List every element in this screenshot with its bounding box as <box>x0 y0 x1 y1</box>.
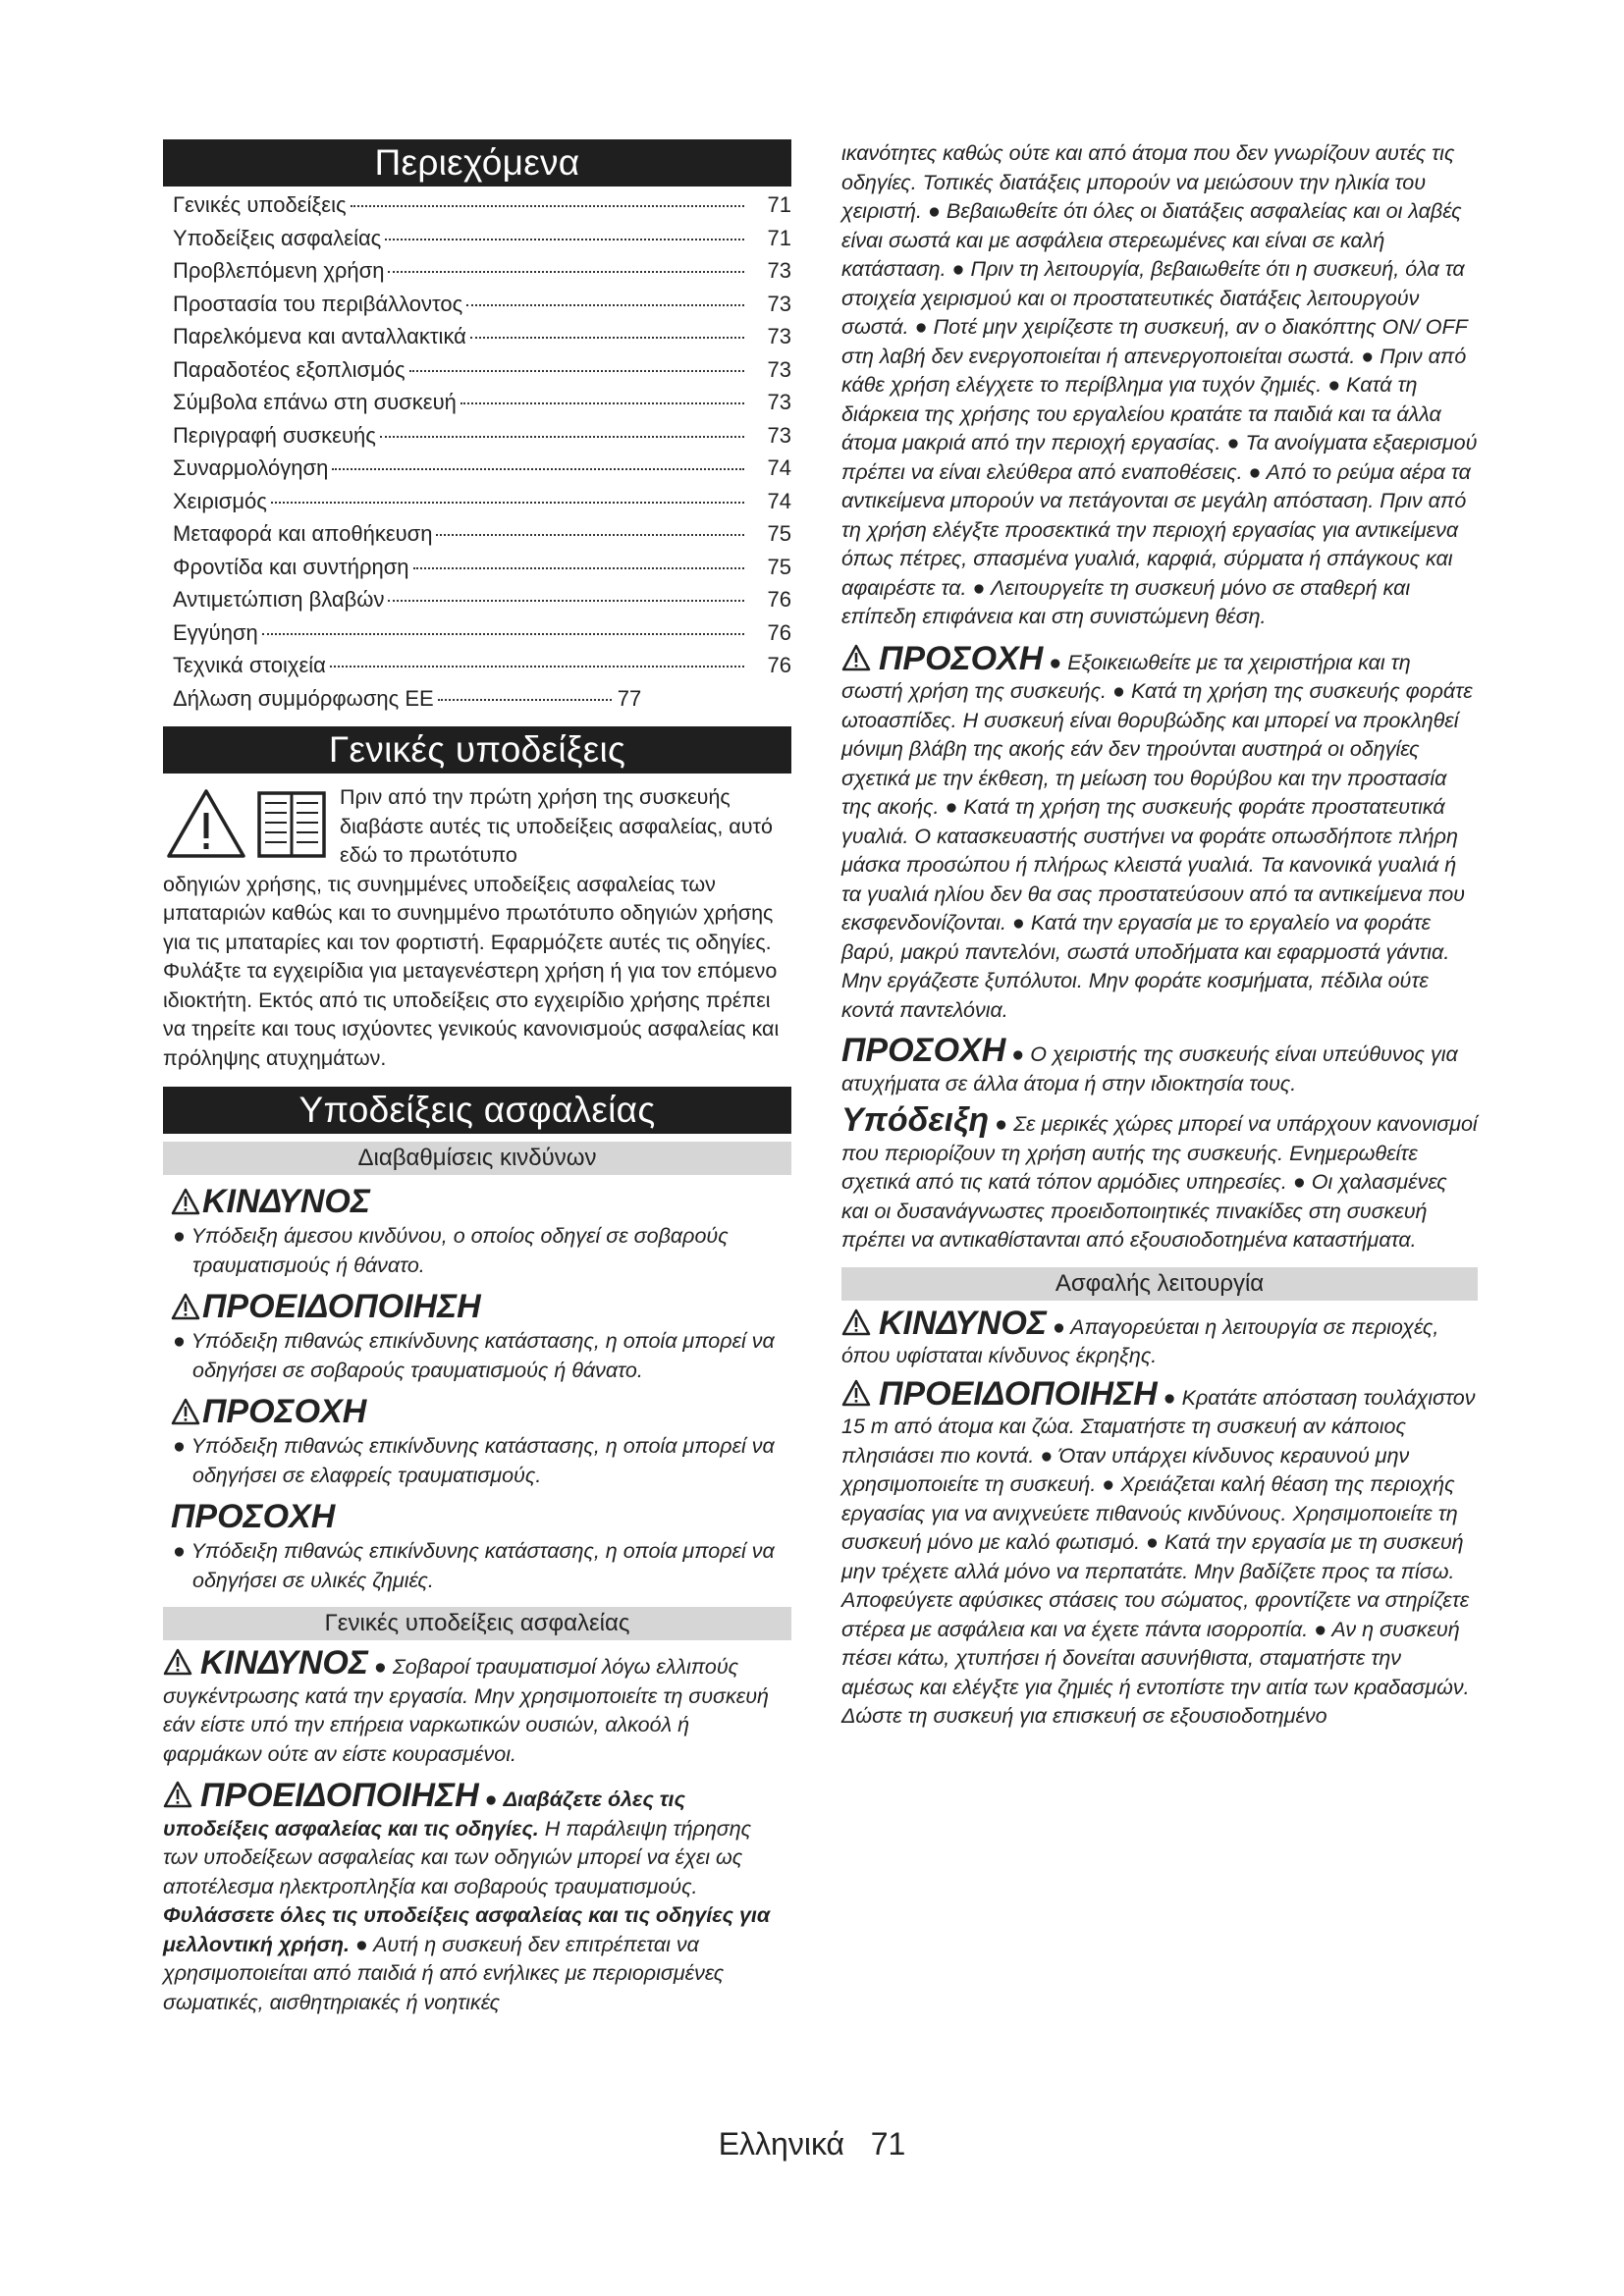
toc-label: Εγγύηση <box>173 619 258 645</box>
toc-page: 76 <box>767 653 791 677</box>
danger-paragraph: ΚΙΝΔΥΝΟΣ ● Σοβαροί τραυματισμοί λόγω ελλιπούς συγκέντρωσης κατά την εργασία. Μην χρησιμοποιείτε τη συσκευή εάν είστε υπό την επήρεια ναρκωτικών ουσιών, αλκοόλ ή φαρμάκων ούτε αν είστε κουρασμένοι. <box>163 1644 769 1766</box>
toc-page: 73 <box>767 258 791 283</box>
toc-label: Τεχνικά στοιχεία <box>173 653 326 677</box>
warning-triangle-icon <box>171 1293 200 1320</box>
toc-row[interactable] <box>173 423 791 456</box>
toc-page: 74 <box>767 455 791 480</box>
hazard-level-label <box>171 1288 791 1325</box>
note-paragraph <box>841 1101 1478 1255</box>
warning-paragraph: ΠΡΟΕΙΔΟΠΟΙΗΣΗ ● Διαβάζετε όλες τις υποδείξεις ασφαλείας και τις οδηγίες. Η παράλειψη τήρησης των υποδείξεων ασφαλείας και των οδηγιών μπορεί να έχει ως αποτέλεσμα ηλεκτροπληξία και σοβαρούς τραυματισμούς. Φυλάσσετε όλες τις υποδείξεις ασφαλείας και τις οδηγίες για μελλοντική χρήση. ● Αυτή η συσκευή δεν επιτρέπεται να χρησιμοποιείται από παιδιά ή από ενήλικες με περιορισμένες σωματικές, αισθητηριακές ή νοητικές <box>163 1777 771 2014</box>
toc-label: Συναρμολόγηση <box>173 455 329 480</box>
toc-row[interactable] <box>173 390 791 423</box>
general-safety-heading: Γενικές υποδείξεις ασφαλείας <box>163 1607 791 1640</box>
toc-leader <box>262 633 744 635</box>
toc-page: 76 <box>767 587 791 612</box>
toc-row[interactable] <box>173 192 791 226</box>
caution-paragraph-2 <box>841 1032 1478 1098</box>
left-column <box>163 139 791 2017</box>
contents-heading: Περιεχόμενα <box>163 139 791 187</box>
toc-label: Υποδείξεις ασφαλείας <box>173 225 382 250</box>
general-notes-section <box>163 783 791 1073</box>
general-notes-text: οδηγιών χρήσης, τις συνημμένες υποδείξεις ασφαλείας των μπαταριών καθώς και το συνημμένο πρωτότυπο οδηγιών χρήσης για τις μπαταρίες και τον φορτιστή. Εφαρμόζετε αυτές τις οδηγίες. Φυλάξτε τα εγχειρίδια για μεταγενέστερη χρήση ή για τον επόμενο ιδιοκτήτη. Εκτός από τις υποδείξεις στο εγχειρίδιο χρήσης πρέπει να τηρείτε και τους ισχύοντες γενικούς κανονισμούς ασφαλείας και πρόληψης ατυχημάτων. <box>163 872 780 1070</box>
toc-row[interactable] <box>173 521 791 555</box>
toc-row[interactable] <box>173 455 791 489</box>
safety-heading: Υποδείξεις ασφαλείας <box>163 1087 791 1134</box>
hazard-level-name: ΠΡΟΣΟΧΗ <box>202 1393 367 1430</box>
toc-page: 71 <box>767 225 791 250</box>
toc-leader <box>380 436 744 438</box>
toc-label: Προστασία του περιβάλλοντος <box>173 291 463 316</box>
caution-text-2: ● Ο χειριστής της συσκευής είναι υπεύθυνος για ατυχήματα σε άλλα άτομα ή στην ιδιοκτησία τους. <box>841 1042 1458 1095</box>
toc-label: Περιγραφή συσκευής <box>173 422 376 448</box>
warning-triangle-icon <box>841 644 871 671</box>
danger-text-2: ● Απαγορεύεται η λειτουργία σε περιοχές, όπου υφίσταται κίνδυνος έκρηξης. <box>841 1314 1439 1367</box>
general-notes-intro: Πριν από την πρώτη χρήση της συσκευής διαβάστε αυτές τις υποδείξεις ασφαλείας, αυτό εδώ το πρωτότυπο <box>340 785 773 867</box>
hazard-level-text: Υπόδειξη πιθανώς επικίνδυνης κατάστασης, η οποία μπορεί να οδηγήσει σε υλικές ζημιές. <box>190 1539 775 1592</box>
hazard-level-name: ΚΙΝΔΥΝΟΣ <box>202 1183 370 1220</box>
hazard-levels-heading: Διαβαθμίσεις κινδύνων <box>163 1142 791 1175</box>
toc-leader <box>438 699 612 701</box>
warning-bold-2: Φυλάσσετε όλες τις υποδείξεις ασφαλείας και τις οδηγίες για μελλοντική χρήση. <box>163 1903 771 1956</box>
caution-text-1: ● Εξοικειωθείτε με τα χειριστήρια και τη σωστή χρήση της συσκευής. ● Κατά τη χρήση της συσκευής φοράτε ωτοασπίδες. Η συσκευή είναι θορυβώδης και μπορεί να προκληθεί μόνιμη βλάβη της ακοής εάν δεν τηρούνται αυστηρά οι οδηγίες σχετικά με την έκθεση, τη μείωση του θορύβου και την προστασία της ακοής. ● Κατά τη χρήση της συσκευής φοράτε προστατευτικά γυαλιά. Ο κατασκευαστής συστήνει να φοράτε οπωσδήποτε πλήρη μάσκα προσώπου ή πλήρως κλειστά γυαλιά. Τα κανονικά γυαλιά ή τα γυαλιά ηλίου δεν θα σας προστατεύσουν από τα αντικείμενα που εκσφενδονίζονται. ● Κατά την εργασία με το εργαλείο να φοράτε βαρύ, μακρύ παντελόνι, σωστά υποδήματα και εφαρμοστά γάντια. Μην εργάζεστε ξυπόλυτοι. Μην φοράτε κοσμήματα, πέδιλα ούτε κοντά παντελόνια. <box>841 650 1473 1022</box>
hazard-level-text: Υπόδειξη άμεσου κινδύνου, ο οποίος οδηγεί σε σοβαρούς τραυματισμούς ή θάνατο. <box>190 1224 729 1277</box>
warning-label: ΠΡΟΕΙΔΟΠΟΙΗΣΗ <box>200 1777 479 1814</box>
toc-leader <box>388 271 744 273</box>
toc-page: 73 <box>767 324 791 348</box>
toc-row[interactable] <box>173 226 791 259</box>
toc-label: Παραδοτέος εξοπλισμός <box>173 356 406 382</box>
right-column <box>841 139 1478 1732</box>
hazard-level-label <box>171 1393 791 1430</box>
toc-leader <box>388 600 744 602</box>
footer-page-number: 71 <box>870 2126 906 2162</box>
note-text: ● Σε μερικές χώρες μπορεί να υπάρχουν κανονισμοί που περιορίζουν τη χρήση αυτής της συσκευής. Ενημερωθείτε σχετικά από τις κατά τόπον αρμόδιες υπηρεσίες. ● Οι χαλασμένες και οι δυσανάγνωστες προειδοποιητικές πινακίδες στη συσκευή πρέπει να αντικαθίστανται από εξουσιοδοτημένα καταστήματα. <box>841 1112 1478 1252</box>
toc-label: Δήλωση συμμόρφωσης ΕΕ <box>173 685 434 711</box>
danger-label: ΚΙΝΔΥΝΟΣ <box>200 1644 368 1682</box>
toc-page: 75 <box>767 554 791 579</box>
warning-label-2: ΠΡΟΕΙΔΟΠΟΙΗΣΗ <box>879 1374 1158 1413</box>
hazard-level-text: Υπόδειξη πιθανώς επικίνδυνης κατάστασης, η οποία μπορεί να οδηγήσει σε ελαφρείς τραυματισμούς. <box>190 1434 775 1487</box>
toc-row[interactable] <box>173 555 791 588</box>
toc-label: Γενικές υποδείξεις <box>173 192 347 217</box>
toc-row[interactable] <box>173 686 791 720</box>
general-notes-heading: Γενικές υποδείξεις <box>163 726 791 774</box>
warning-triangle-icon <box>841 1308 871 1336</box>
table-of-contents <box>173 192 791 719</box>
warning-triangle-icon <box>171 1398 200 1425</box>
toc-page: 73 <box>767 356 791 382</box>
note-label: Υπόδειξη <box>841 1101 990 1139</box>
continued-safety-text: ικανότητες καθώς ούτε και από άτομα που δεν γνωρίζουν αυτές τις οδηγίες. Τοπικές διατάξεις μπορούν να μειώσουν την ηλικία του χειριστή. ● Βεβαιωθείτε ότι όλες οι διατάξεις ασφαλείας και οι λαβές είναι σωστά και με ασφάλεια στερεωμένες και είναι σε καλή κατάσταση. ● Πριν τη λειτουργία, βεβαιωθείτε ότι η συσκευή, όλα τα στοιχεία χειρισμού και οι προστατευτικές διατάξεις λειτουργούν σωστά. ● Ποτέ μην χειρίζεστε τη συσκευή, αν ο διακόπτης ON/ OFF στη λαβή δεν ενεργοποιείται ή απενεργοποιείται σωστά. ● Πριν από κάθε χρήση ελέγχετε το περίβλημα για τυχόν ζημιές. ● Κατά τη διάρκεια της χρήσης του εργαλείου κρατάτε τα παιδιά και τα άλλα άτομα μακριά από την περιοχή εργασίας. ● Τα ανοίγματα εξαερισμού πρέπει να είναι ελεύθερα από εναποθέσεις. ● Από το ρεύμα αέρα τα αντικείμενα μπορούν να πετάγονται σε μεγάλη απόσταση. Πριν από τη χρήση ελέγξτε προσεκτικά την περιοχή εργασίας για αντικείμενα όπως πέτρες, σπασμένα γυαλιά, καρφιά, σύρματα ή σπάγκους και αφαιρέστε τα. ● Λειτουργείτε τη συσκευή μόνο σε σταθερή και επίπεδη επιφάνεια και στη συνιστώμενη θέση. <box>841 141 1478 628</box>
toc-page: 77 <box>617 685 642 711</box>
warning-bold-1: Διαβάζετε όλες τις υποδείξεις ασφαλείας και τις οδηγίες. <box>163 1788 685 1841</box>
toc-page: 74 <box>767 488 791 513</box>
toc-leader <box>466 304 744 306</box>
toc-leader <box>460 402 744 404</box>
warning-triangle-icon <box>171 1188 200 1215</box>
toc-row[interactable] <box>173 653 791 686</box>
warning-triangle-icon <box>163 1781 192 1808</box>
page-footer <box>0 2126 1624 2163</box>
toc-row[interactable] <box>173 258 791 292</box>
caution-paragraph-1 <box>841 639 1478 1026</box>
toc-row[interactable] <box>173 324 791 357</box>
toc-page: 76 <box>767 619 791 645</box>
warning-text-2b: ● Κρατάτε απόσταση τουλάχιστον 15 m από άτομα και ζώα. Σταματήστε τη συσκευή αν κάποιος πλησιάσει πιο κοντά. ● Όταν υπάρχει κίνδυνος κεραυνού μην χρησιμοποιείτε τη συσκευή. ● Χρειάζεται καλή θέαση της περιοχής εργασίας για να ανιχνεύετε πιθανούς κινδύνους. Χρησιμοποιείτε τη συσκευή μόνο με καλό φωτισμό. ● Κατά την εργασία με τη συσκευή μην τρέχετε αλλά μόνο να περπατάτε. Μην βαδίζετε προς τα πίσω. Αποφεύγετε αφύσικες στάσεις του σώματος, φροντίζετε να στηρίζετε στέρεα με ασφάλεια και να έχετε πάντα ισορροπία. ● Αν η συσκευή πέσει κάτω, χτυπήσει ή δονείται ασυνήθιστα, σταματήστε την αμέσως και ελέγξτε για ζημιές ή εντοπίστε την αιτία των κραδασμών. Δώστε τη συσκευή για επισκευή σε εξουσιοδοτημένο <box>841 1385 1476 1728</box>
hazard-level-description: ● Υπόδειξη άμεσου κινδύνου, ο οποίος οδηγεί σε σοβαρούς τραυματισμούς ή θάνατο. <box>173 1224 729 1277</box>
footer-language: Ελληνικά <box>718 2126 845 2162</box>
warning-and-manual-icon <box>163 783 336 862</box>
warning-text-2: Αυτή η συσκευή δεν επιτρέπεται να χρησιμοποιείται από παιδιά ή από ενήλικες με περιορισμένες σωματικές, αισθητηριακές ή νοητικές <box>163 1932 725 2014</box>
hazard-level-label <box>171 1183 791 1220</box>
toc-leader <box>385 239 744 240</box>
danger-label-2: ΚΙΝΔΥΝΟΣ <box>879 1304 1047 1342</box>
toc-label: Μεταφορά και αποθήκευση <box>173 521 433 546</box>
warning-text-1: Η παράλειψη τήρησης των υποδείξεων ασφαλείας και των οδηγιών μπορεί να έχει ως αποτέλεσμα ηλεκτροπληξία και σοβαρούς τραυματισμούς. <box>163 1816 752 1898</box>
toc-row[interactable] <box>173 620 791 654</box>
hazard-level-label <box>171 1498 791 1535</box>
caution-label-2: ΠΡΟΣΟΧΗ <box>841 1032 1006 1069</box>
hazard-level-description: ● Υπόδειξη πιθανώς επικίνδυνης κατάστασης, η οποία μπορεί να οδηγήσει σε υλικές ζημιές. <box>173 1539 775 1592</box>
toc-label: Χειρισμός <box>173 488 267 513</box>
warning-triangle-icon <box>163 1648 192 1676</box>
toc-row[interactable] <box>173 357 791 391</box>
toc-page: 71 <box>767 192 791 217</box>
toc-label: Προβλεπόμενη χρήση <box>173 258 385 283</box>
toc-leader <box>330 666 744 667</box>
toc-leader <box>470 337 744 339</box>
hazard-level-description: ● Υπόδειξη πιθανώς επικίνδυνης κατάστασης, η οποία μπορεί να οδηγήσει σε ελαφρείς τραυματισμούς. <box>173 1434 775 1487</box>
danger-text: Σοβαροί τραυματισμοί λόγω ελλιπούς συγκέντρωσης κατά την εργασία. Μην χρησιμοποιείτε τη συσκευή εάν είστε υπό την επήρεια ναρκωτικών ουσιών, αλκοόλ ή φαρμάκων ούτε αν είστε κουρασμένοι. <box>163 1655 769 1766</box>
toc-leader <box>271 502 744 504</box>
toc-page: 75 <box>767 521 791 546</box>
toc-page: 73 <box>767 422 791 448</box>
toc-label: Αντιμετώπιση βλαβών <box>173 587 385 612</box>
toc-page: 73 <box>767 390 791 414</box>
toc-row[interactable] <box>173 587 791 620</box>
toc-page: 73 <box>767 291 791 316</box>
toc-leader <box>351 205 744 207</box>
safe-operation-heading: Ασφαλής λειτουργία <box>841 1267 1478 1301</box>
toc-leader <box>332 468 744 470</box>
toc-label: Φροντίδα και συντήρηση <box>173 554 409 579</box>
warning-triangle-icon <box>841 1379 871 1407</box>
toc-leader <box>409 370 744 372</box>
toc-label: Παρελκόμενα και ανταλλακτικά <box>173 324 466 348</box>
toc-label: Σύμβολα επάνω στη συσκευή <box>173 390 457 414</box>
hazard-level-text: Υπόδειξη πιθανώς επικίνδυνης κατάστασης, η οποία μπορεί να οδηγήσει σε σοβαρούς τραυματισμούς ή θάνατο. <box>190 1329 775 1382</box>
toc-leader <box>413 567 744 569</box>
danger-paragraph-2 <box>841 1304 1478 1371</box>
caution-label: ΠΡΟΣΟΧΗ <box>879 639 1044 677</box>
hazard-level-name: ΠΡΟΣΟΧΗ <box>171 1498 336 1535</box>
toc-leader <box>436 534 744 536</box>
toc-row[interactable] <box>173 489 791 522</box>
hazard-level-name: ΠΡΟΕΙΔΟΠΟΙΗΣΗ <box>202 1288 481 1325</box>
hazard-levels-list <box>163 1183 791 1595</box>
hazard-level-description: ● Υπόδειξη πιθανώς επικίνδυνης κατάστασης, η οποία μπορεί να οδηγήσει σε σοβαρούς τραυματισμούς ή θάνατο. <box>173 1329 775 1382</box>
toc-row[interactable] <box>173 292 791 325</box>
warning-paragraph-2 <box>841 1374 1478 1732</box>
